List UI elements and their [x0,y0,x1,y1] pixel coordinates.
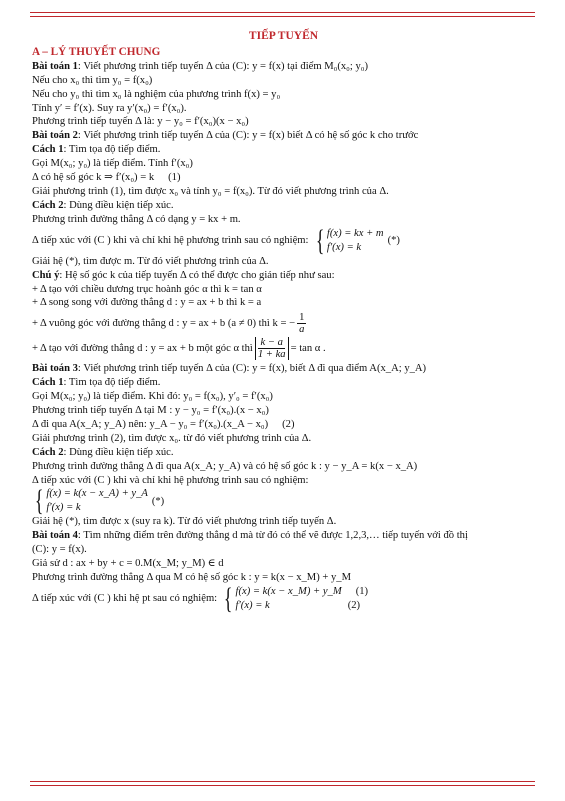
top-border-thick [30,12,535,13]
problem-2-line: Giải hệ (*), tìm được m. Từ đó viết phương trình của Δ. [32,255,269,267]
note-item: + Δ tạo với đường thẳng d : y = ax + b một góc α thì $\frac{k - a}{1 + ka}$ = tan α . [32,337,326,361]
top-border-thin [30,16,535,17]
method-1-heading: Cách 1: Tìm tọa độ tiếp điểm. [32,377,161,389]
fraction: $\frac{1}{a}$ [299,312,305,336]
section-heading-a: A – LÝ THUYẾT CHUNG [32,45,161,58]
problem-4-line: Giả sử d : ax + by + c = 0.M(x_M; y_M) ∈ d [32,558,224,570]
problem-1-label: Bài toán 1 [32,60,78,72]
method-1-heading: Cách 1: Tìm tọa độ tiếp điểm. [32,144,161,156]
problem-3-line: Giải phương trình (2), tìm được x₀. từ đó viết phương trình của Δ. [32,432,312,444]
problem-1-line: Phương trình tiếp tuyến Δ là: y − y₀ = f′(x₀)(x − x₀) [32,116,249,128]
note-heading: Chú ý: Hệ số góc k của tiếp tuyến Δ có thể được cho gián tiếp như sau: [32,269,335,281]
equation-system: { f(x) = k(x − x_M) + y_M (1) f′(x) = k (2) [224,582,369,615]
problem-4-statement-cont: (C): y = f(x). [32,544,87,556]
equation-tag: (2) [282,418,295,430]
problem-2-label: Bài toán 2 [32,130,78,142]
note-item: + Δ song song với đường thẳng d : y = ax + b thì k = a [32,297,262,309]
problem-2-line: Δ có hệ số góc k ⇒ f′(x₀) = k (1) [32,172,181,184]
equation-tag: (1) [168,172,181,184]
problem-1-statement: Bài toán 1: Viết phương trình tiếp tuyến Δ của (C): y = f(x) tại điểm M₀(x₀; y₀) [32,60,368,72]
system-tag: (*) [151,495,165,507]
problem-3-line: Giải hệ (*), tìm được x (suy ra k). Từ đó viết phương trình tiếp tuyến Δ. [32,516,337,528]
equation-system: { f(x) = kx + m f′(x) = k (*) [315,223,400,257]
problem-3-line: Phương trình tiếp tuyến Δ tại M : y − y₀ = f′(x₀).(x − x₀) [32,405,269,417]
problem-3-line: Gọi M(x₀; y₀) là tiếp điểm. Khi đó: y₀ = f(x₀), y′₀ = f′(x₀) [32,391,273,403]
method-2-heading: Cách 2: Dùng điều kiện tiếp xúc. [32,199,174,211]
bottom-border-thin [30,781,535,782]
problem-2-statement: Bài toán 2: Viết phương trình tiếp tuyến Δ của (C): y = f(x) biết Δ có hệ số góc k cho trước [32,130,419,142]
problem-2-line: Gọi M(x₀; y₀) là tiếp điểm. Tính f′(x₀) [32,158,193,170]
note-item: + Δ vuông góc với đường thẳng d : y = ax + b (a ≠ 0) thì k = − $\frac{1}{a}$ [32,312,305,336]
problem-4-statement: Bài toán 4: Tìm những điểm trên đường thẳng d mà từ đó có thể vẽ được 1,2,3,… tiếp tuyến với đồ thị [32,530,468,542]
system-tag: (*) [387,234,400,246]
document-page [32,30,535,613]
note-item: + Δ tạo với chiều dương trục hoành góc α thì k = tan α [32,283,262,295]
tangency-system-row [32,484,535,518]
method-2-heading: Cách 2: Dùng điều kiện tiếp xúc. [32,446,174,458]
problem-3-line: Δ đi qua A(x_A; y_A) nên: y_A − y₀ = f′(x₀).(x_A − x₀) (2) [32,418,295,430]
absolute-fraction: $\frac{k - a}{1 + ka}$ [255,337,289,360]
equation-system: { f(x) = k(x − x_A) + y_A f′(x) = k (*) [34,484,165,518]
problem-2-line: Giải phương trình (1), tìm được x₀ và tính y₀ = f(x₀). Từ đó viết phương trình của Δ. [32,185,389,197]
problem-1-line: Nếu cho y₀ thì tìm x₀ là nghiệm của phương trình f(x) = y₀ [32,88,281,100]
tangency-system-row: Δ tiếp xúc với (C ) khi hệ pt sau có nghiệm: { f(x) = k(x − x_M) + y_M (1) f′(x) = k (2) [32,582,369,615]
problem-4-label: Bài toán 4 [32,530,78,542]
page-title: TIẾP TUYẾN [248,30,319,42]
problem-3-line: Δ tiếp xúc với (C ) khi và chỉ khi hệ phương trình sau có nghiệm: [32,474,309,486]
bottom-border-thick [30,785,535,786]
problem-3-line: Phương trình đường thẳng Δ đi qua A(x_A; y_A) và có hệ số góc k : y − y_A = k(x − x_A) [32,460,418,472]
problem-1-line: Nếu cho x₀ thì tìm y₀ = f(x₀) [32,74,153,86]
tangency-system-row: Δ tiếp xúc với (C ) khi và chỉ khi hệ phương trình sau có nghiệm: { f(x) = kx + m f′(x) = k (*) [32,223,400,257]
equation-tag: (1) [355,586,369,597]
problem-1-line: Tính y′ = f′(x). Suy ra y′(x₀) = f′(x₀). [32,102,187,114]
problem-3-statement: Bài toán 3: Viết phương trình tiếp tuyến Δ của (C): y = f(x), biết Δ đi qua điểm A(x_A; y_A) [32,363,427,375]
equation-tag: (2) [347,600,361,611]
problem-4-line: Phương trình đường thẳng Δ qua M có hệ số góc k : y = k(x − x_M) + y_M [32,572,352,584]
problem-3-label: Bài toán 3 [32,363,78,375]
problem-2-line: Phương trình đường thẳng Δ có dạng y = kx + m. [32,213,241,225]
